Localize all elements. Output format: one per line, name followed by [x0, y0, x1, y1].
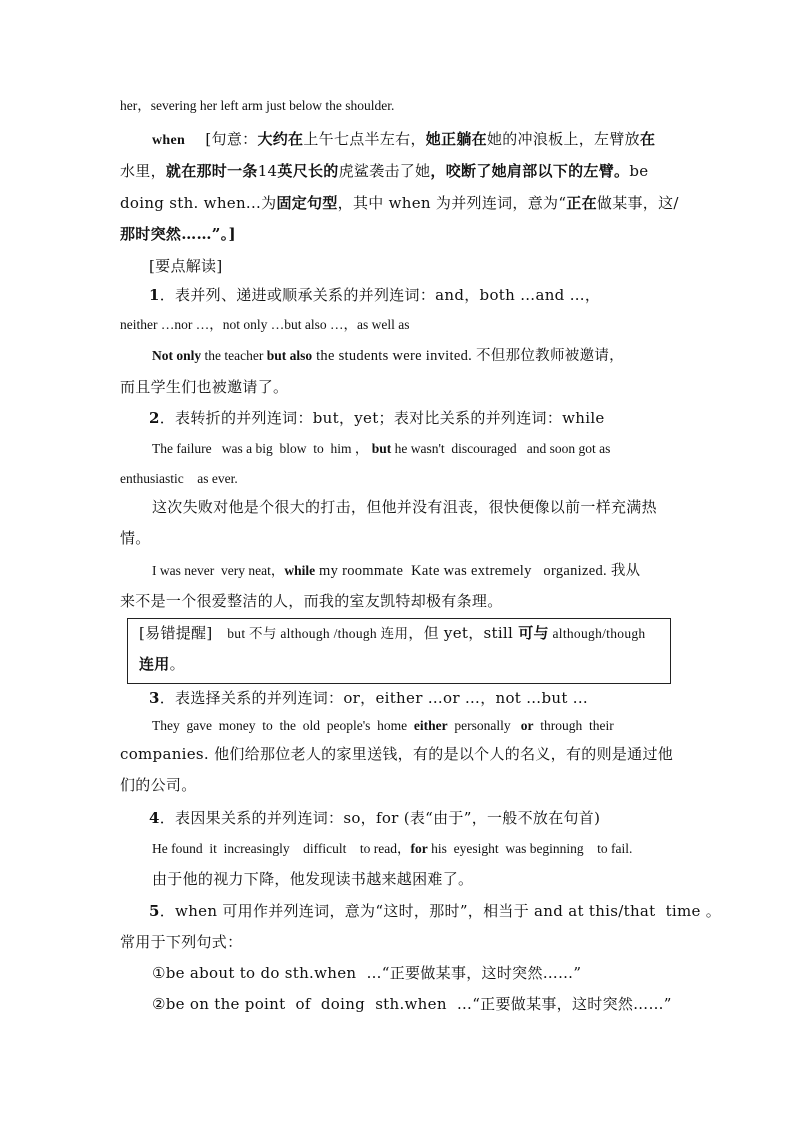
text-span: 而且学生们也被邀请了。	[120, 378, 289, 396]
text-span: [句意：	[185, 130, 258, 148]
keyword-when: when	[152, 133, 186, 148]
bold-span: ，咬断了她肩部以下的左臂。	[430, 162, 630, 180]
text-span: ②be on the point of doing sth.when …“正要做某事，这时突然……”	[152, 995, 672, 1013]
text-span: the teacher	[201, 348, 267, 363]
sentence-meaning-line-2	[120, 161, 675, 181]
sentence-meaning-line-3	[120, 193, 679, 213]
text-span: ．表因果关系的并列连词：so，for (表“由于”，一般不放在句首)	[159, 809, 601, 827]
point-number: 4	[149, 809, 160, 827]
point-3-heading	[149, 688, 704, 708]
pattern-1	[152, 963, 707, 983]
text-span: They gave money to the old people's home	[152, 718, 414, 733]
text-span: 她的冲浪板上，左臂放	[486, 130, 640, 148]
point-5-continuation	[120, 932, 675, 952]
text-span: ，但 yet，still	[408, 624, 519, 642]
bold-span: or	[520, 718, 534, 733]
example-3-translation	[120, 591, 675, 611]
example-2-translation-end	[120, 528, 675, 548]
example-3	[152, 561, 707, 581]
example-5	[152, 839, 707, 859]
point-number: 3	[149, 689, 160, 707]
text-span: ，其中 when 为并列连词，意为“	[337, 194, 567, 212]
text-span: ．when 可用作并列连词，意为“这时，那时”，相当于 and at this/that time 。	[159, 902, 722, 920]
point-2-heading	[149, 408, 704, 428]
bold-span: 正在	[566, 194, 597, 212]
text-span: 14	[257, 162, 278, 180]
text-span: ①be about to do sth.when …“正要做某事，这时突然……”	[152, 964, 582, 982]
text-line-1	[120, 96, 675, 116]
text-span: neither …nor …，not only …but also …，as well as	[120, 317, 410, 332]
text-span: ．表转折的并列连词：but，yet；表对比关系的并列连词：while	[159, 409, 605, 427]
example-2	[152, 439, 707, 459]
point-number: 1	[149, 286, 160, 304]
text-span: ．表选择关系的并列连词：or，either …or …，not …but ...	[159, 689, 588, 707]
bold-span: 她正躺在	[425, 130, 487, 148]
example-2-translation	[152, 497, 707, 517]
text-span: 们的公司。	[120, 776, 197, 794]
text-span: personally	[447, 718, 521, 733]
bold-span: 固定句型	[276, 194, 338, 212]
tip-label: [易错提醒]	[139, 624, 213, 642]
text-span: 做某事，这/	[596, 194, 679, 212]
text-span: 情。	[120, 529, 151, 547]
point-number: 2	[149, 409, 160, 427]
text-span: 虎鲨袭击了她	[338, 162, 431, 180]
bold-span: either	[413, 718, 448, 733]
text-span: ．表并列、递进或顺承关系的并列连词：and，both …and …，	[159, 286, 601, 304]
text-span: be	[629, 162, 649, 180]
text-span: The failure was a big blow to him ，	[152, 441, 372, 456]
point-4-heading	[149, 808, 704, 828]
bold-span: 可与	[518, 624, 549, 642]
bold-span: 大约在	[257, 130, 304, 148]
bold-span: 那时突然……”。]	[120, 225, 236, 243]
example-1-translation	[120, 377, 675, 397]
text-span: 由于他的视力下降，他发现读书越来越困难了。	[152, 870, 474, 888]
text-span: companies. 他们给那位老人的家里送钱，有的是以个人的名义，有的则是通过他	[120, 745, 674, 763]
text-span: her，severing her left arm just below the shoulder.	[120, 98, 395, 113]
bold-span: 连用	[139, 655, 170, 673]
pattern-2	[152, 994, 707, 1014]
bold-span: while	[284, 563, 316, 578]
text-span: [要点解读]	[149, 257, 223, 275]
example-5-translation	[152, 869, 707, 889]
text-span: doing sth. when...为	[120, 194, 277, 212]
error-tip-line-2	[139, 654, 667, 674]
bold-span: Not only	[152, 348, 202, 363]
text-span: he wasn't discouraged and soon got as	[391, 441, 611, 456]
text-span: He found it increasingly difficult to read，	[152, 841, 411, 856]
bold-span: 英尺长的	[277, 162, 339, 180]
text-span: I was never very neat，	[152, 563, 285, 578]
text-span: 来不是一个很爱整洁的人，而我的室友凯特却极有条理。	[120, 592, 503, 610]
text-span: 。	[169, 655, 185, 673]
point-5-heading	[149, 901, 722, 921]
bold-span: for	[410, 841, 428, 856]
text-span: through their	[533, 718, 614, 733]
bold-span: 在	[639, 130, 656, 148]
section-heading	[149, 256, 704, 276]
text-span: but 不与 although /though 连用	[212, 626, 409, 641]
point-number: 5	[149, 902, 160, 920]
point-1-continuation	[120, 315, 675, 335]
sentence-meaning-line-1	[152, 129, 707, 151]
example-2-continuation	[120, 469, 675, 489]
text-span: enthusiastic as ever.	[120, 471, 238, 486]
text-span: his eyesight was beginning to fail.	[427, 841, 633, 856]
example-4-translation	[120, 744, 675, 764]
bold-span: but	[371, 441, 392, 456]
example-1	[152, 346, 707, 366]
text-span: although/though	[548, 626, 646, 641]
text-span: 这次失败对他是个很大的打击，但他并没有沮丧，很快便像以前一样充满热	[152, 498, 657, 516]
bold-span: but also	[266, 348, 313, 363]
example-4	[152, 716, 707, 736]
example-4-translation-end	[120, 775, 675, 795]
point-1-heading	[149, 285, 704, 305]
error-tip-line-1	[139, 623, 667, 644]
text-span: the students were invited. 不但那位教师被邀请，	[312, 348, 624, 364]
text-span: my roommate Kate was extremely organized. 我从	[315, 563, 641, 579]
sentence-meaning-line-4	[120, 224, 675, 244]
text-span: 上午七点半左右，	[303, 130, 426, 148]
bold-span: 就在那时一条	[165, 162, 258, 180]
text-span: 常用于下列句式：	[120, 933, 243, 951]
text-span: 水里，	[120, 162, 166, 180]
